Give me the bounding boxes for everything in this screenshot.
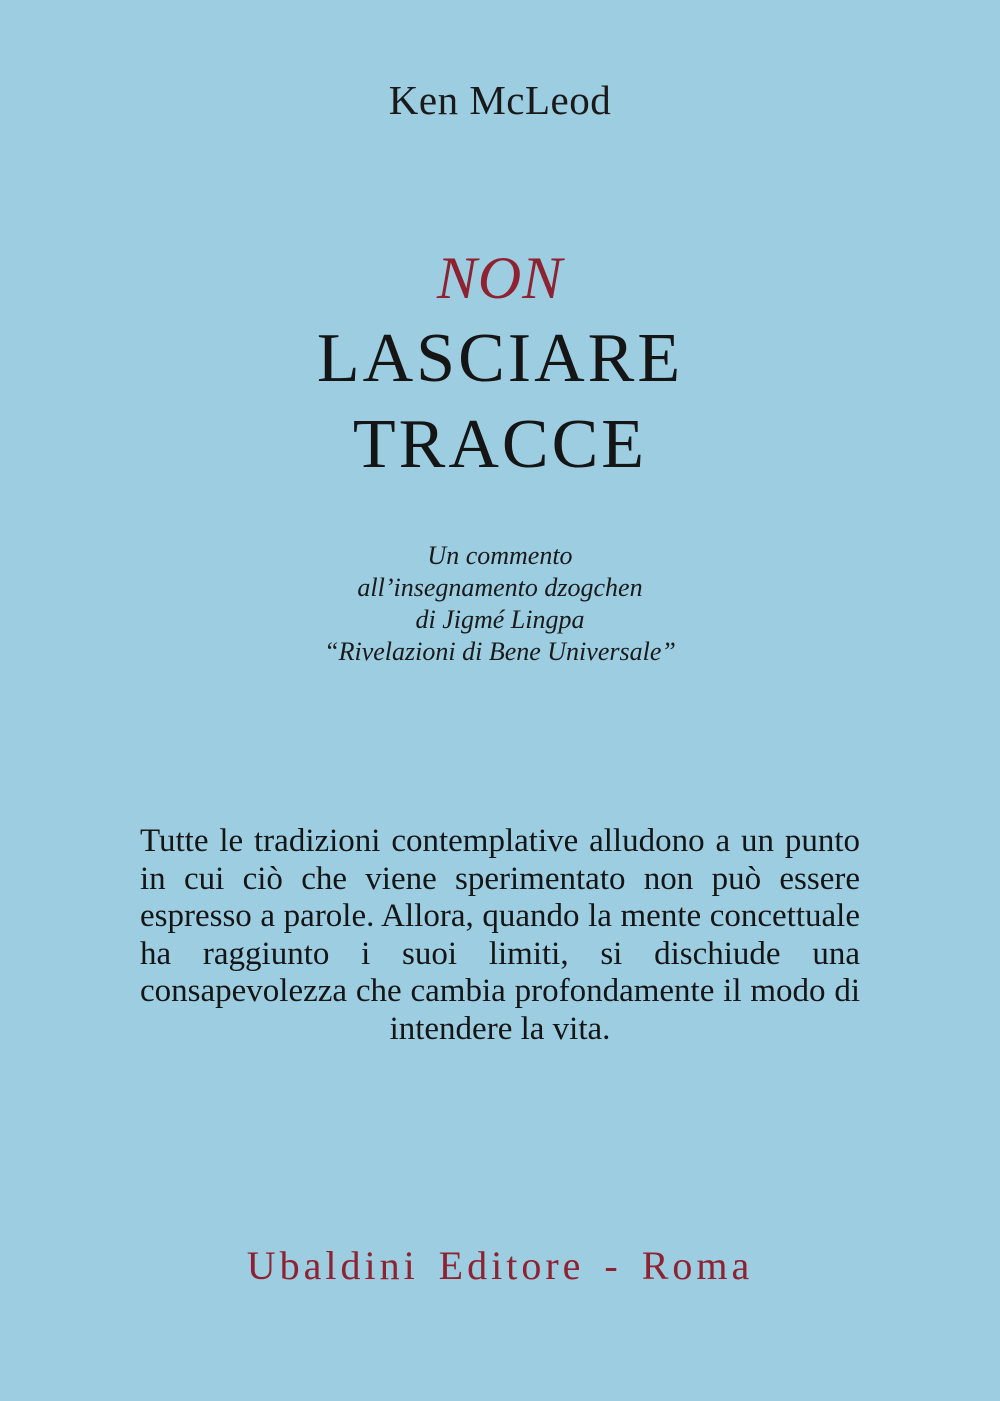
cover-blurb: Tutte le tradizioni contemplative alludono a un punto in cui ciò che viene sperimentato non può essere espresso a parole. Allora, quando la mente concettuale ha raggiunto i suoi limiti, si dischiude una consapevolezza che cambia profondamente il modo di intendere la vita. [140,823,860,1047]
subtitle-line-1: Un commento [427,541,573,570]
title-line-lasciare: LASCIARE [316,320,684,397]
title-line-non: NON [436,245,564,311]
book-subtitle [0,540,1000,668]
subtitle-line-2: all’insegnamento dzogchen [357,573,643,602]
author-name: Ken McLeod [388,77,612,123]
title-line-tracce: TRACCE [352,406,648,483]
subtitle-line-4: “Rivelazioni di Bene Universale” [324,637,676,666]
publisher-name: Ubaldini Editore - Roma [246,1243,754,1288]
book-title [0,240,1000,488]
subtitle-line-3: di Jigmé Lingpa [415,605,585,634]
